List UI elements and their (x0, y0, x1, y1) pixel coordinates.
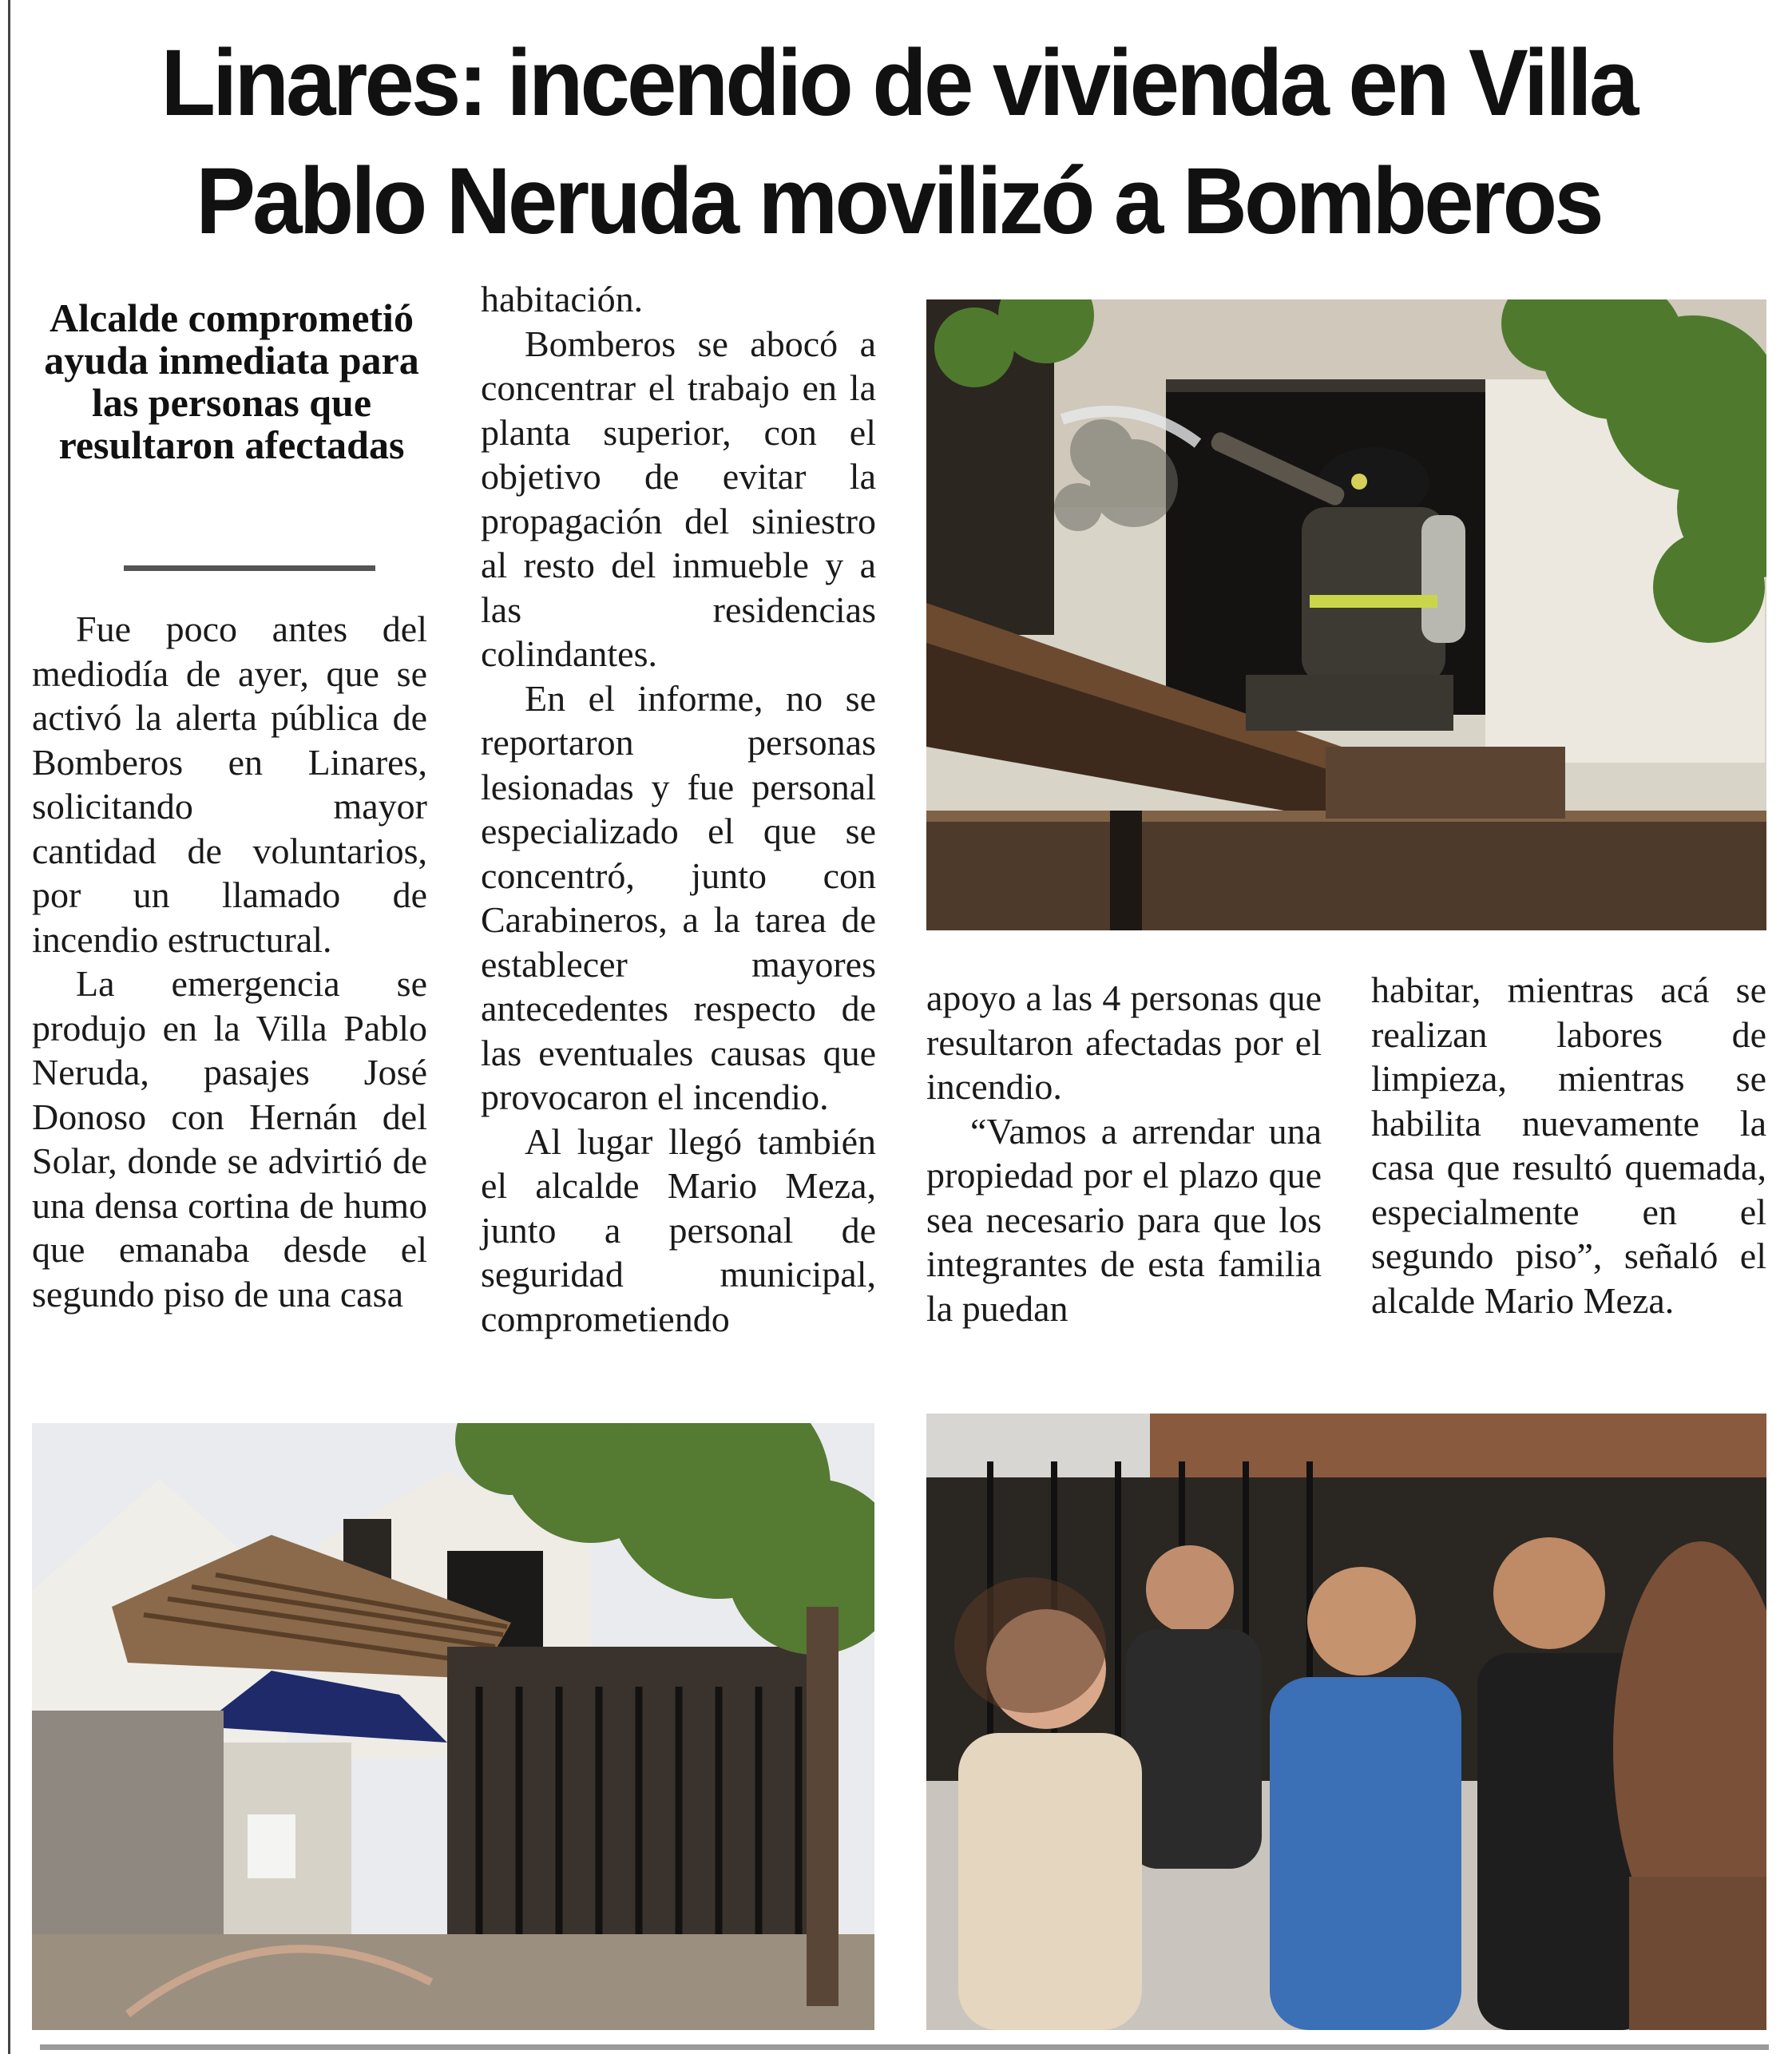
paragraph: En el informe, no se reportaron personas lesionadas y fue personal especializado el que se concentró, junto con Carabineros, a la tarea de establecer mayores antecedentes respecto de las eventuales causas que provocaron el incendio. (481, 677, 876, 1117)
paragraph: habitar, mientras acá se realizan labores de limpieza, mientras se habilita nuevamente la casa que resultó quemada, especialmente en el segundo piso”, señaló el alcalde Mario Meza. (1371, 970, 1766, 1321)
text-column-1 (32, 607, 427, 1316)
paragraph: apoyo a las 4 personas que resultaron afectadas por el incendio. (926, 977, 1322, 1107)
photo-house-exterior (32, 1423, 874, 2030)
headline (75, 24, 1722, 260)
paragraph: “Vamos a arrendar una propiedad por el plazo que sea necesario para que los integrantes de esta familia la puedan (926, 1110, 1322, 1329)
page-border (8, 0, 10, 2054)
photo-officials-group (926, 1414, 1766, 2030)
paragraph: habitación. (481, 279, 644, 319)
headline-line-2: Pablo Neruda movilizó a Bomberos (196, 149, 1601, 254)
paragraph: Bomberos se abocó a concentrar el trabajo en la planta superior, con el objetivo de evitar la propagación del siniestro al resto del inmueble y a las residencias colindantes. (481, 323, 876, 674)
paragraph: La emergencia se produjo en la Villa Pablo Neruda, pasajes José Donoso con Hernán del Solar, donde se advirtió de una densa cortina de humo que emanaba desde el segundo piso de una casa (32, 963, 427, 1314)
headline-line-1: Linares: incendio de vivienda en Villa (161, 30, 1636, 136)
photo-firefighter (926, 299, 1766, 930)
text-column-4 (1371, 968, 1766, 1322)
bottom-rule (40, 2044, 1769, 2050)
paragraph: Al lugar llegó también el alcalde Mario Meza, junto a personal de seguridad municipal, comprometiendo (481, 1120, 876, 1339)
subheadline: Alcalde comprometió ayuda inmediata para las personas que resultaron afectadas (44, 295, 419, 467)
text-column-2 (481, 277, 876, 1341)
text-column-3 (926, 976, 1322, 1330)
paragraph: Fue poco antes del mediodía de ayer, que se activó la alerta pública de Bomberos en Linares, solicitando mayor cantidad de voluntarios, por un llamado de incendio estructural. (32, 609, 427, 960)
subhead-underline (124, 565, 375, 571)
